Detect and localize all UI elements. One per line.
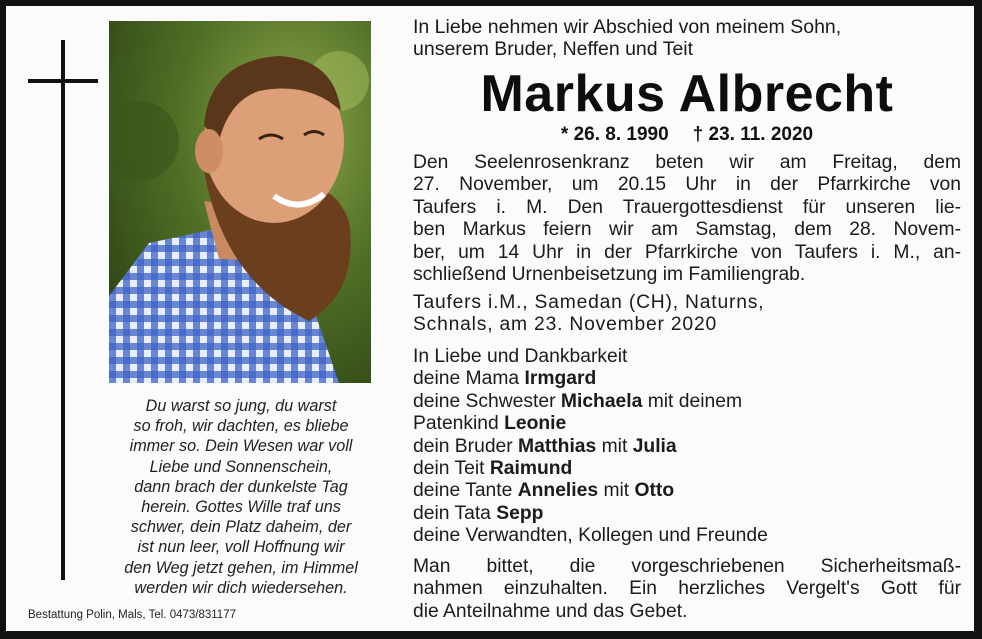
- poem-line: Du warst so jung, du warst: [145, 397, 337, 415]
- place-date-line: Taufers i.M., Samedan (CH), Naturns,: [413, 292, 765, 313]
- mourner-brother: [413, 436, 961, 458]
- announcement-line: Den Seelenrosenkranz beten wir am Freitag, dem: [413, 152, 961, 173]
- mourner-name: Matthias: [518, 435, 597, 457]
- poem-line: so froh, wir dachten, es bliebe: [133, 417, 349, 436]
- announcement-line: Taufers i. M. Den Trauergottesdienst für unseren lie-: [413, 196, 961, 218]
- intro-line: In Liebe nehmen wir Abschied von meinem Sohn,: [413, 16, 842, 38]
- life-dates: [413, 124, 961, 146]
- intro-line: unserem Bruder, Neffen und Teit: [413, 38, 694, 60]
- mourners-intro: In Liebe und Dankbarkeit: [413, 346, 628, 367]
- mourner-relation: Patenkind: [413, 413, 505, 435]
- mourner-name: Sepp: [496, 502, 544, 524]
- cross-icon-bar: [28, 79, 98, 83]
- poem-line: schwer, dein Platz daheim, der: [130, 518, 352, 537]
- mourner-relation: deine Mama: [413, 368, 525, 390]
- announcement-line: ber, um 14 Uhr in der Pfarrkirche von Taufers i. M., an-: [413, 241, 961, 263]
- mourner-name: Otto: [634, 480, 675, 502]
- undertaker-credit: Bestattung Polin, Mals, Tel. 0473/831177: [28, 609, 236, 621]
- mourner-aunt: [413, 480, 961, 502]
- mourner-teit: [413, 458, 961, 480]
- poem-line: werden wir dich wiedersehen.: [134, 578, 348, 597]
- announcement: [413, 152, 961, 286]
- mourner-relation: mit: [598, 480, 635, 502]
- mourner-relation: deine Tante: [413, 480, 518, 502]
- mourner-godchild: [413, 413, 961, 435]
- mourner-tata: [413, 503, 961, 525]
- announcement-line: 27. November, um 20.15 Uhr in der Pfarrkirche von: [413, 174, 961, 196]
- mourners-others: deine Verwandten, Kollegen und Freunde: [413, 525, 768, 547]
- mourner-relation: dein Tata: [413, 502, 497, 524]
- cross-icon: [61, 40, 65, 580]
- poem-line: herein. Gottes Wille traf uns: [141, 498, 341, 517]
- mourner-name: Annelies: [517, 480, 599, 502]
- place-date: [413, 292, 961, 337]
- poem: [110, 396, 372, 598]
- mourners-list: [413, 346, 961, 548]
- mourner-relation: dein Teit: [413, 458, 490, 480]
- portrait-photo: [109, 21, 371, 383]
- mourner-mama: [413, 368, 961, 390]
- place-date-line: Schnals, am 23. November 2020: [413, 314, 718, 336]
- poem-line: ist nun leer, voll Hoffnung wir: [137, 538, 345, 557]
- deceased-name: Markus Albrecht: [480, 65, 894, 123]
- closing: [413, 556, 961, 623]
- birth-date: * 26. 8. 1990: [560, 124, 669, 145]
- mourner-relation: deine Schwester: [413, 390, 561, 412]
- closing-line: die Anteilnahme und das Gebet.: [413, 600, 688, 622]
- mourner-relation: mit: [596, 435, 633, 457]
- mourner-name: Raimund: [489, 458, 573, 480]
- mourner-name: Julia: [632, 435, 677, 457]
- mourner-name: Leonie: [504, 413, 567, 435]
- obituary-notice: [6, 6, 974, 631]
- poem-line: immer so. Dein Wesen war voll: [129, 437, 353, 456]
- announcement-line: schließend Urnenbeisetzung im Familiengrab.: [413, 264, 806, 286]
- mourner-relation: dein Bruder: [413, 435, 519, 457]
- closing-line: Man bittet, die vorgeschriebenen Sicherheitsmaß-: [413, 556, 961, 577]
- mourner-sister: [413, 391, 961, 413]
- closing-line: nahmen einzuhalten. Ein herzliches Vergelt's Gott für: [413, 578, 961, 600]
- intro: [413, 16, 841, 60]
- mourner-name: Michaela: [560, 390, 643, 412]
- poem-line: den Weg jetzt gehen, im Himmel: [124, 558, 358, 577]
- poem-line: dann brach der dunkelste Tag: [134, 477, 348, 496]
- mourner-relation: mit deinem: [642, 390, 743, 412]
- death-date: † 23. 11. 2020: [692, 124, 814, 145]
- poem-line: Liebe und Sonnenschein,: [149, 457, 333, 476]
- mourner-name: Irmgard: [524, 368, 597, 390]
- announcement-line: ben Markus feiern wir am Samstag, dem 28. Novem-: [413, 219, 961, 241]
